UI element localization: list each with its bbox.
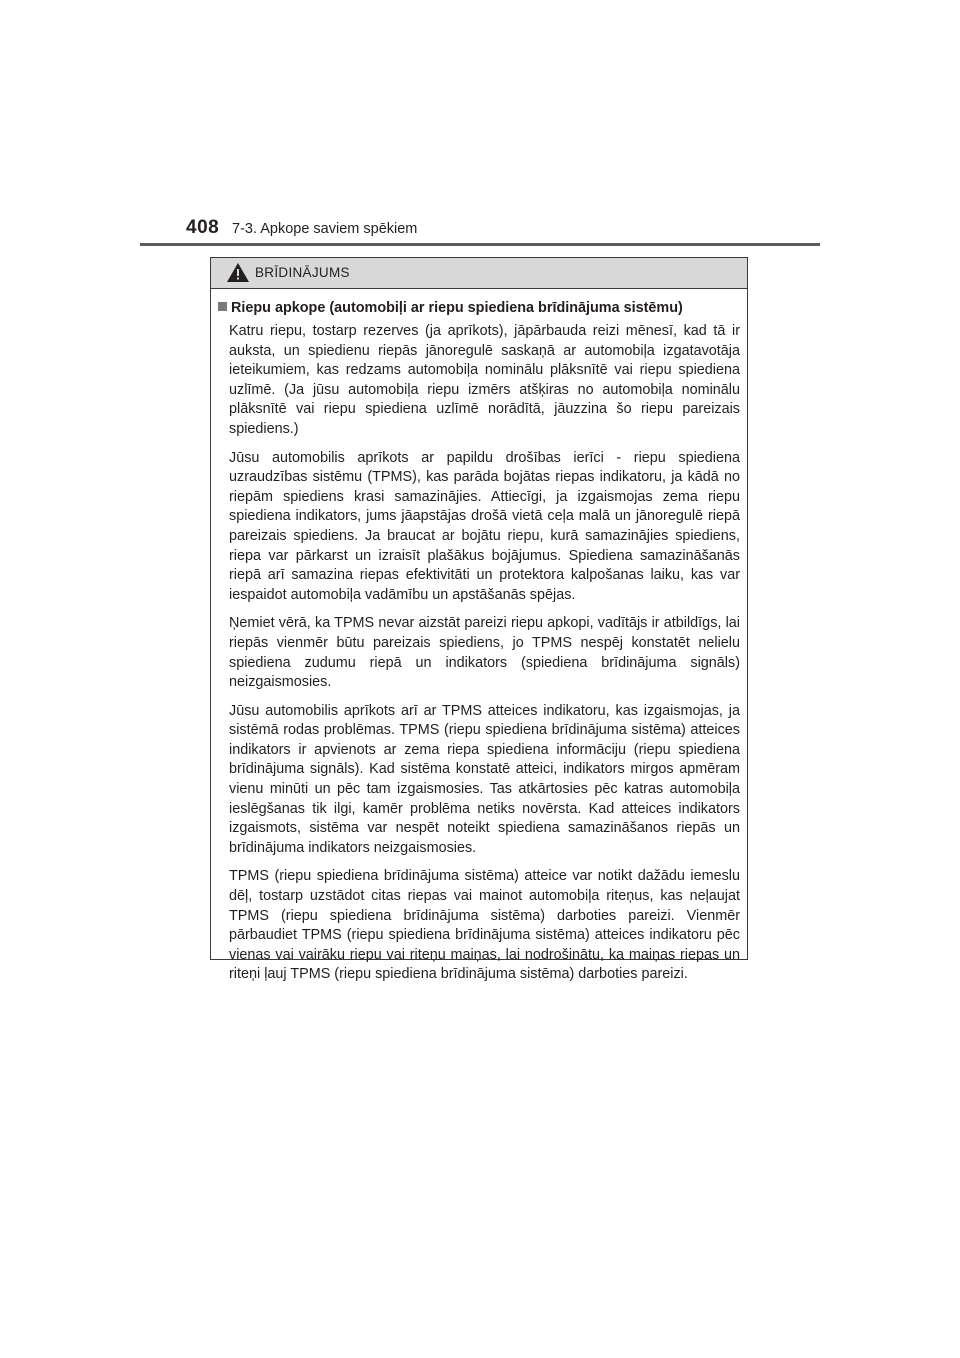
- section-title: 7-3. Apkope saviem spēkiem: [232, 221, 418, 237]
- topic-bullet-square: [218, 302, 227, 311]
- warning-topic-text: Riepu apkope (automobiļi ar riepu spiediena brīdinājuma sistēmu): [231, 300, 683, 316]
- page-number: 408: [186, 217, 220, 238]
- warning-body: [229, 322, 740, 994]
- warning-title: BRĪDINĀJUMS: [255, 265, 350, 280]
- header-divider: [140, 243, 820, 246]
- warning-paragraph: Jūsu automobilis aprīkots arī ar TPMS atteices indikatoru, kas izgaismojas, ja sistēmā rodas problēmas. TPMS (riepu spiediena brīdinājuma sistēma) atteices indikators ir apvienots ar zema riepa spiediena informāciju (riepu spiediena brīdinājuma signāls). Kad sistēma konstatē atteici, indikators mirgos apmēram vienu minūti un pēc tam izgaismosies. Tas atkārtosies pēc katras automobiļa ieslēgšanas tik ilgi, kamēr problēma netiks novērsta. Kad atteices indikators izgaismots, sistēma var nespēt noteikt spiediena samazināšanos riepās un brīdinājuma indikators neizgaismosies.: [229, 702, 740, 856]
- warning-triangle-icon: [227, 263, 249, 282]
- warning-box: [210, 257, 748, 983]
- warning-paragraph: Katru riepu, tostarp rezerves (ja aprīkots), jāpārbauda reizi mēnesī, kad tā ir auksta, un spiedienu riepās jānoregulē saskaņā ar automobiļa izgatavotāja ieteikumiem, kas redzams automobiļa nominālu plāksnītē vai riepu spiediena uzlīmē. (Ja jūsu automobiļa riepu izmērs atšķiras no automobiļa nominālu plāksnītē vai riepu spiediena uzlīmē norādītā, jāuzzina šo riepu pareizais spiediens.): [229, 323, 740, 437]
- warning-topic: [218, 300, 683, 316]
- warning-header: [211, 258, 747, 289]
- warning-paragraph: TPMS (riepu spiediena brīdinājuma sistēma) atteice var notikt dažādu iemeslu dēļ, tostarp uzstādot citas riepas vai mainot automobiļa riteņus, kas neļaujat TPMS (riepu spiediena brīdinājuma sistēma) darboties pareizi. Vienmēr pārbaudiet TPMS (riepu spiediena brīdinājuma sistēma) atteices indikatoru pēc vienas vai vairāku riepu vai riteņu maiņas, lai nodrošinātu, ka maiņas riepas un riteņi ļauj TPMS (riepu spiediena brīdinājuma sistēma) darboties pareizi.: [229, 868, 740, 983]
- warning-paragraph: Ņemiet vērā, ka TPMS nevar aizstāt pareizi riepu apkopi, vadītājs ir atbildīgs, lai riepās vienmēr būtu pareizais spiediens, jo TPMS nespēj konstatēt nelielu spiediena zudumu riepā un indikators (spiediena brīdinājuma signāls) neizgaismosies.: [229, 615, 740, 691]
- warning-paragraph: Jūsu automobilis aprīkots ar papildu drošības ierīci - riepu spiediena uzraudzības sistēmu (TPMS), kas parāda bojātas riepas indikatoru, ja kādā no riepām spiediens krasi samazinājies. Attiecīgi, ja izgaismojas zema riepu spiediena indikators, jums jāapstājas drošā vietā ceļa malā un jānoregulē riepā pareizais spiediens. Ja braucat ar bojātu riepu, kurā samazinājies spiediens, riepa var pārkarst un izraisīt plašākus bojājumus. Spiediena samazināšanās riepā arī samazina riepas efektivitāti un protektora kalpošanas laiku, kas var iespaidot automobiļa vadāmību un apstāšanās spējas.: [229, 449, 740, 603]
